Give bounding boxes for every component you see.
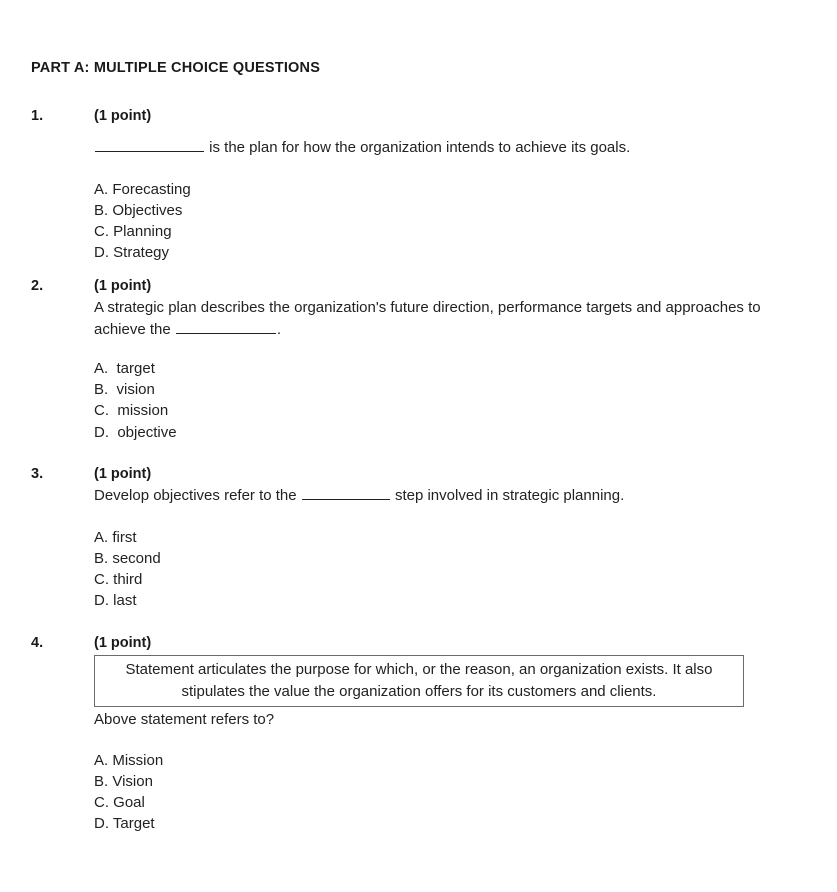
- fill-in-blank[interactable]: [302, 485, 390, 500]
- question-body-3: [94, 464, 811, 611]
- option-item[interactable]: C. Goal: [94, 793, 145, 811]
- question-points-2: (1 point): [94, 278, 152, 294]
- question-number-3: 3.: [31, 466, 44, 482]
- fill-in-blank[interactable]: [95, 137, 204, 152]
- question-stem-2-tail: .: [276, 320, 282, 338]
- question-points-1: (1 point): [94, 108, 152, 124]
- page-title: PART A: MULTIPLE CHOICE QUESTIONS: [31, 60, 321, 76]
- option-item[interactable]: B. Objectives: [94, 201, 183, 219]
- option-item[interactable]: A. Forecasting: [94, 180, 191, 198]
- option-item[interactable]: D. last: [94, 592, 137, 610]
- option-item[interactable]: B. second: [94, 549, 161, 567]
- question-body-1: [94, 106, 811, 263]
- question-stem-4: Above statement refers to?: [94, 711, 275, 728]
- boxed-statement: Statement articulates the purpose for which, or the reason, an organization exists. It also stipulates the value the organization offers for its customers and clients.: [94, 655, 744, 707]
- question-stem-1: [94, 137, 811, 159]
- option-item[interactable]: D. objective: [94, 423, 177, 441]
- question-number-4: 4.: [31, 635, 44, 651]
- option-item[interactable]: A. target: [94, 360, 155, 377]
- options-list-2: [94, 358, 811, 443]
- options-list-3: [94, 527, 811, 612]
- question-stem-3: [94, 485, 811, 507]
- question-body-4: [94, 633, 811, 834]
- option-item[interactable]: B. Vision: [94, 772, 153, 790]
- option-item[interactable]: C. third: [94, 570, 143, 588]
- option-item[interactable]: C. Planning: [94, 222, 172, 240]
- question-body-2: [94, 276, 811, 443]
- question-points-4: (1 point): [94, 635, 152, 651]
- question-stem-2-text: A strategic plan describes the organization's future direction, performance targets and approaches to achieve the: [94, 299, 761, 338]
- options-list-4: [94, 750, 811, 835]
- question-stem-1-text: is the plan for how the organization intends to achieve its goals.: [205, 139, 631, 156]
- option-item[interactable]: C. mission: [94, 402, 169, 420]
- option-item[interactable]: D. Target: [94, 815, 155, 833]
- options-list-1: [94, 179, 811, 264]
- option-item[interactable]: A. first: [94, 528, 137, 546]
- question-number-1: 1.: [31, 108, 44, 124]
- option-item[interactable]: B. vision: [94, 381, 155, 399]
- question-number-2: 2.: [31, 278, 44, 294]
- fill-in-blank[interactable]: [176, 319, 276, 334]
- option-item[interactable]: D. Strategy: [94, 244, 170, 262]
- question-stem-2: [94, 297, 776, 340]
- question-stem-3-tail: step involved in strategic planning.: [390, 487, 625, 504]
- question-points-3: (1 point): [94, 466, 152, 482]
- option-item[interactable]: A. Mission: [94, 751, 164, 769]
- question-stem-3-text: Develop objectives refer to the: [94, 487, 301, 504]
